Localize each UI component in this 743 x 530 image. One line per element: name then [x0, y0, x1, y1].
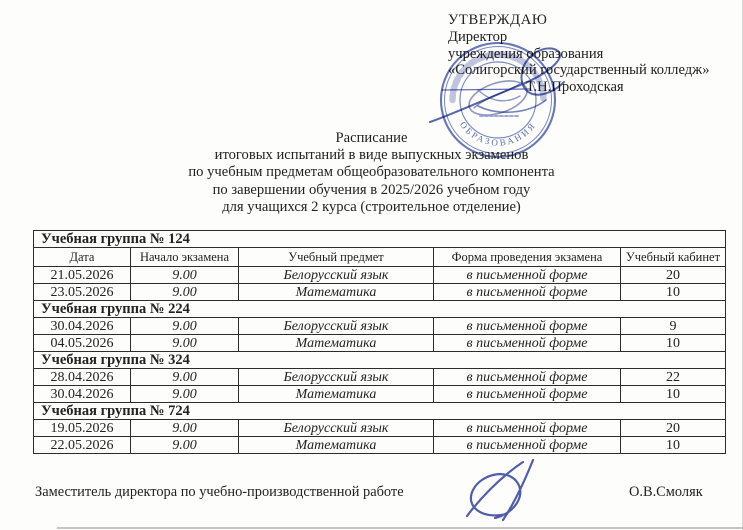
cell-room: 10: [621, 335, 726, 352]
title-line3: по учебным предметам общеобразовательного компонента: [188, 164, 555, 181]
cell-date: 30.04.2026: [34, 386, 131, 403]
cell-form: в письменной форме: [434, 369, 621, 386]
group-label: Учебная группа № 724: [34, 403, 726, 420]
cell-subject: Белорусский язык: [239, 318, 434, 335]
cell-date: 04.05.2026: [34, 335, 131, 352]
cell-room: 10: [621, 437, 726, 454]
cell-time: 9.00: [131, 318, 239, 335]
deputy-director-title: Заместитель директора по учебно-производственной работе: [35, 484, 404, 500]
table-row: [34, 318, 726, 335]
cell-date: 22.05.2026: [34, 437, 131, 454]
approval-signer-name: Т.Н.Проходская: [526, 79, 624, 96]
approval-org-line1: учреждения образования: [448, 45, 604, 62]
title-line4: по завершении обучения в 2025/2026 учебном году: [212, 181, 531, 198]
cell-room: 20: [621, 267, 726, 284]
group-label: Учебная группа № 224: [34, 301, 726, 318]
cell-subject: Математика: [239, 437, 434, 454]
cell-form: в письменной форме: [434, 267, 621, 284]
cell-time: 9.00: [131, 335, 239, 352]
cell-subject: Математика: [239, 284, 434, 301]
cell-room: 9: [621, 318, 726, 335]
table-row: [34, 386, 726, 403]
table-row: [34, 284, 726, 301]
cell-room: 22: [621, 369, 726, 386]
scan-edge-artifact: [57, 527, 743, 529]
cell-time: 9.00: [131, 420, 239, 437]
col-header-start: Начало экзамена: [131, 248, 239, 267]
group-label-row: [34, 231, 726, 248]
group-label-row: [34, 403, 726, 420]
cell-form: в письменной форме: [434, 420, 621, 437]
table-header-row: [34, 248, 726, 267]
deputy-director-signature: [437, 450, 577, 525]
cell-form: в письменной форме: [434, 437, 621, 454]
cell-time: 9.00: [131, 386, 239, 403]
cell-room: 10: [621, 284, 726, 301]
approval-role: Директор: [448, 28, 508, 45]
col-header-subject: Учебный предмет: [239, 248, 434, 267]
group-label: Учебная группа № 324: [34, 352, 726, 369]
table-row: [34, 369, 726, 386]
cell-date: 30.04.2026: [34, 318, 131, 335]
title-line1: Расписание: [335, 130, 408, 146]
cell-form: в письменной форме: [434, 386, 621, 403]
table-row: [34, 420, 726, 437]
table-row: [34, 267, 726, 284]
stamp-arc-text: ОБРАЗОВАНИЯ: [457, 119, 539, 148]
cell-subject: Белорусский язык: [239, 420, 434, 437]
cell-time: 9.00: [131, 437, 239, 454]
cell-time: 9.00: [131, 284, 239, 301]
cell-date: 28.04.2026: [34, 369, 131, 386]
group-label-row: [34, 352, 726, 369]
col-header-room: Учебный кабинет: [621, 248, 726, 267]
cell-date: 19.05.2026: [34, 420, 131, 437]
cell-room: 10: [621, 386, 726, 403]
exam-schedule-table: [33, 230, 726, 454]
cell-form: в письменной форме: [434, 335, 621, 352]
approval-org-line2: «Солигорский государственный колледж»: [448, 62, 710, 79]
table-row: [34, 335, 726, 352]
cell-subject: Математика: [239, 386, 434, 403]
cell-date: 21.05.2026: [34, 267, 131, 284]
col-header-form: Форма проведения экзамена: [434, 248, 621, 267]
title-line2: итоговых испытаний в виде выпускных экзаменов: [214, 147, 529, 164]
cell-subject: Математика: [239, 335, 434, 352]
cell-form: в письменной форме: [434, 318, 621, 335]
table-row: [34, 437, 726, 454]
document-title: [0, 130, 743, 216]
cell-date: 23.05.2026: [34, 284, 131, 301]
cell-room: 20: [621, 420, 726, 437]
group-label: Учебная группа № 124: [34, 231, 726, 248]
group-label-row: [34, 301, 726, 318]
cell-form: в письменной форме: [434, 284, 621, 301]
cell-time: 9.00: [131, 267, 239, 284]
cell-subject: Белорусский язык: [239, 369, 434, 386]
title-line5: для учащихся 2 курса (строительное отделение): [222, 198, 521, 215]
approval-affirm: УТВЕРЖДАЮ: [448, 12, 548, 28]
deputy-director-name: О.В.Смоляк: [629, 484, 703, 500]
col-header-date: Дата: [34, 248, 131, 267]
cell-time: 9.00: [131, 369, 239, 386]
cell-subject: Белорусский язык: [239, 267, 434, 284]
